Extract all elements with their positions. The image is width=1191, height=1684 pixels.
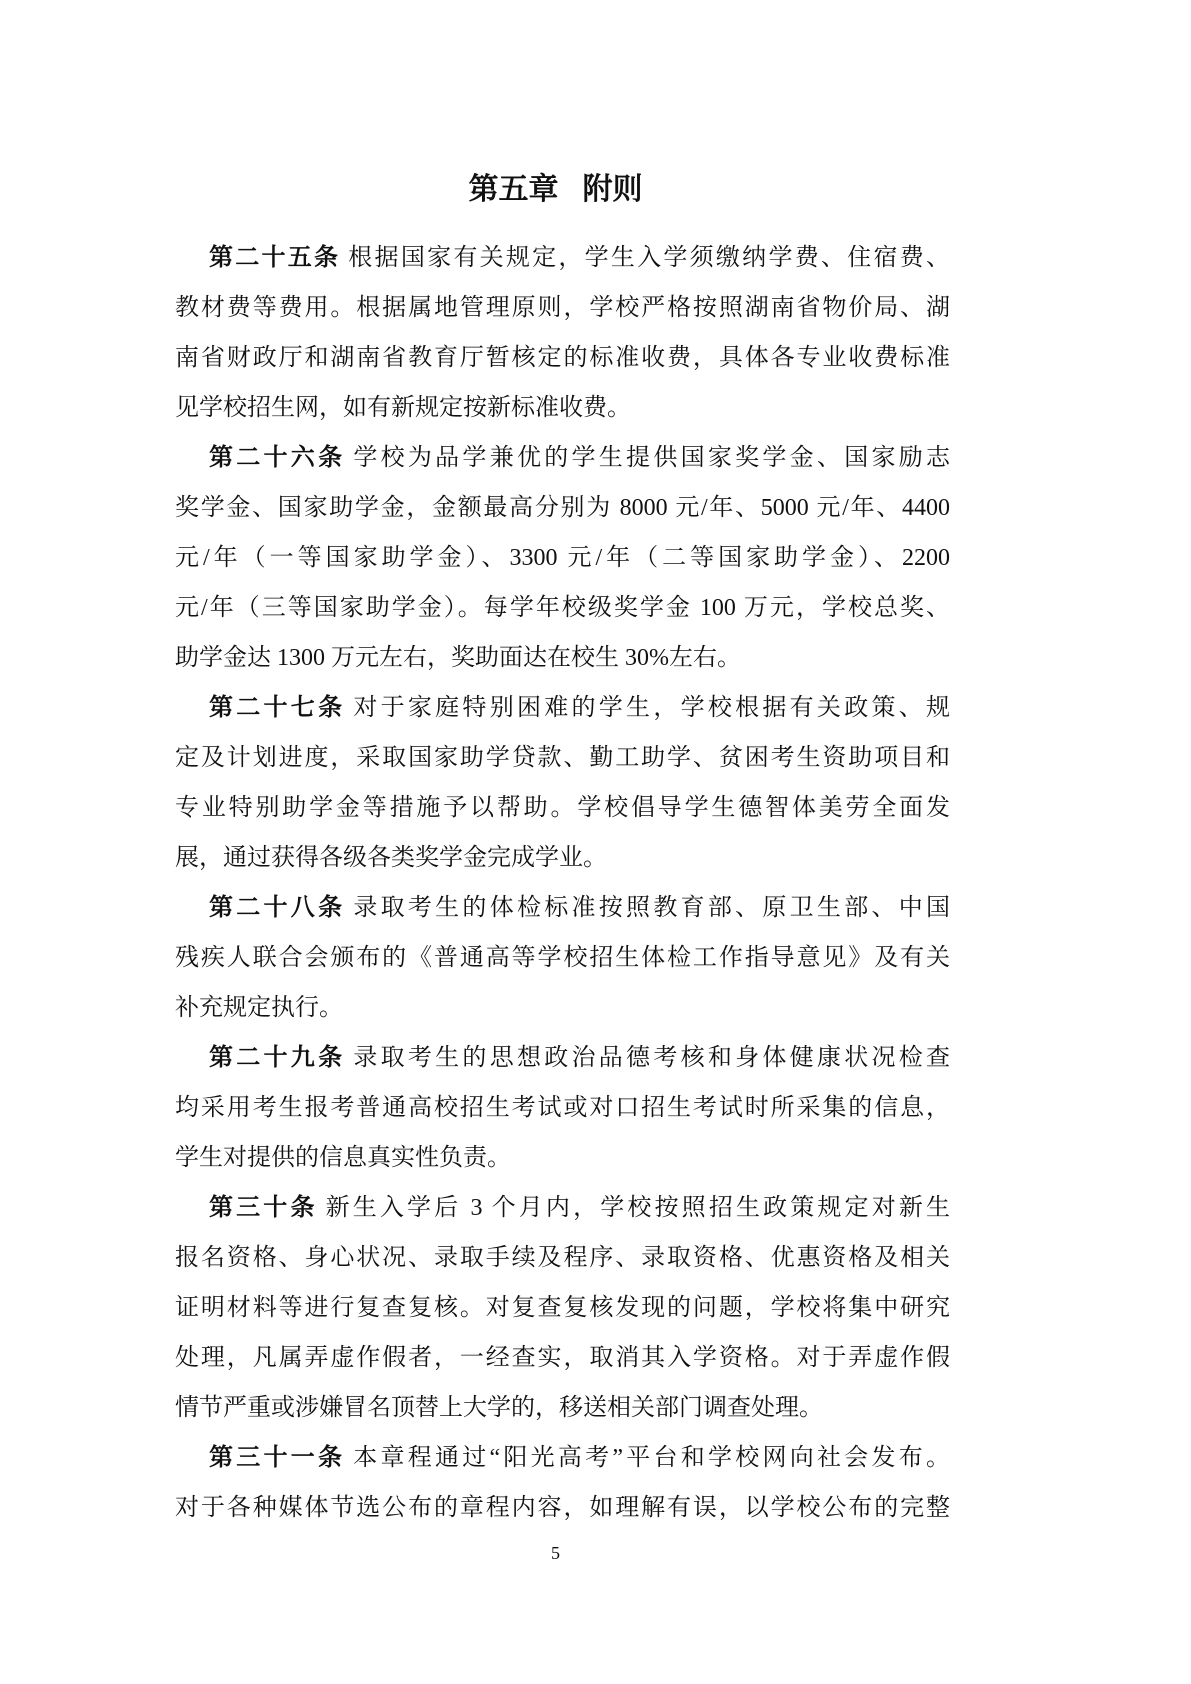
text-line bbox=[175, 1033, 950, 1083]
line-text: 学校为品学兼优的学生提供国家奖学金、国家励志 bbox=[353, 445, 951, 471]
text-line bbox=[175, 1283, 950, 1333]
line-text: 奖学金、国家助学金，金额最高分别为 8000 元/年、5000 元/年、4400 bbox=[175, 495, 950, 521]
article-heading: 第二十七条 bbox=[209, 695, 346, 721]
line-text: 展，通过获得各级各类奖学金完成学业。 bbox=[175, 845, 607, 871]
text-line bbox=[175, 1383, 950, 1433]
article-heading: 第二十九条 bbox=[209, 1045, 346, 1071]
page-number: 5 bbox=[551, 1543, 560, 1563]
text-line bbox=[175, 283, 950, 333]
line-text: 教材费等费用。根据属地管理原则，学校严格按照湖南省物价局、湖 bbox=[175, 295, 950, 321]
line-text: 处理，凡属弄虚作假者，一经查实，取消其入学资格。对于弄虚作假 bbox=[175, 1345, 950, 1371]
text-line bbox=[175, 1083, 950, 1133]
line-text: 助学金达 1300 万元左右，奖助面达在校生 30%左右。 bbox=[175, 645, 741, 671]
line-text: 均采用考生报考普通高校招生考试或对口招生考试时所采集的信息， bbox=[175, 1095, 950, 1121]
text-line bbox=[175, 1233, 950, 1283]
article-paragraph bbox=[175, 1433, 950, 1533]
text-line bbox=[175, 1133, 950, 1183]
line-text: 报名资格、身心状况、录取手续及程序、录取资格、优惠资格及相关 bbox=[175, 1245, 950, 1271]
line-text: 定及计划进度，采取国家助学贷款、勤工助学、贫困考生资助项目和 bbox=[175, 745, 950, 771]
article-paragraph bbox=[175, 683, 950, 883]
text-line bbox=[175, 333, 950, 383]
line-text: 对于各种媒体节选公布的章程内容，如理解有误，以学校公布的完整 bbox=[175, 1495, 950, 1521]
article-heading: 第三十条 bbox=[209, 1195, 318, 1221]
line-text: 证明材料等进行复查复核。对复查复核发现的问题，学校将集中研究 bbox=[175, 1295, 950, 1321]
text-line bbox=[175, 1333, 950, 1383]
line-text: 根据国家有关规定，学生入学须缴纳学费、住宿费、 bbox=[348, 245, 950, 271]
document-body bbox=[175, 233, 950, 1533]
article-paragraph bbox=[175, 883, 950, 1033]
line-text: 元/年（三等国家助学金）。每学年校级奖学金 100 万元，学校总奖、 bbox=[175, 595, 950, 621]
text-line bbox=[175, 583, 950, 633]
text-line bbox=[175, 733, 950, 783]
article-heading: 第二十八条 bbox=[209, 895, 346, 921]
line-text: 南省财政厅和湖南省教育厅暂核定的标准收费，具体各专业收费标准 bbox=[175, 345, 950, 371]
text-line bbox=[175, 383, 950, 433]
text-line bbox=[175, 533, 950, 583]
line-text: 专业特别助学金等措施予以帮助。学校倡导学生德智体美劳全面发 bbox=[175, 795, 950, 821]
article-paragraph bbox=[175, 433, 950, 683]
text-line bbox=[175, 483, 950, 533]
article-heading: 第三十一条 bbox=[209, 1445, 346, 1471]
line-text: 录取考生的体检标准按照教育部、原卫生部、中国 bbox=[353, 895, 951, 921]
line-text: 元/年（一等国家助学金）、3300 元/年（二等国家助学金）、2200 bbox=[175, 545, 950, 571]
line-text: 录取考生的思想政治品德考核和身体健康状况检查 bbox=[353, 1045, 951, 1071]
article-paragraph bbox=[175, 1183, 950, 1433]
chapter-number: 第五章 bbox=[468, 173, 559, 206]
text-line bbox=[175, 633, 950, 683]
article-heading: 第二十六条 bbox=[209, 445, 346, 471]
chapter-name: 附则 bbox=[582, 173, 643, 206]
text-line bbox=[175, 233, 950, 283]
line-text: 情节严重或涉嫌冒名顶替上大学的，移送相关部门调查处理。 bbox=[175, 1395, 823, 1421]
text-line bbox=[175, 833, 950, 883]
chapter-title bbox=[0, 168, 1111, 212]
line-text: 新生入学后 3 个月内，学校按照招生政策规定对新生 bbox=[325, 1195, 950, 1221]
text-line bbox=[175, 783, 950, 833]
text-line bbox=[175, 1183, 950, 1233]
text-line bbox=[175, 433, 950, 483]
text-line bbox=[175, 1483, 950, 1533]
text-line bbox=[175, 933, 950, 983]
line-text: 见学校招生网，如有新规定按新标准收费。 bbox=[175, 395, 631, 421]
line-text: 对于家庭特别困难的学生，学校根据有关政策、规 bbox=[353, 695, 951, 721]
text-line bbox=[175, 1433, 950, 1483]
line-text: 本章程通过“阳光高考”平台和学校网向社会发布。 bbox=[353, 1445, 951, 1471]
text-line bbox=[175, 983, 950, 1033]
text-line bbox=[175, 883, 950, 933]
article-paragraph bbox=[175, 233, 950, 433]
article-paragraph bbox=[175, 1033, 950, 1183]
text-line bbox=[175, 683, 950, 733]
article-heading: 第二十五条 bbox=[209, 245, 341, 271]
line-text: 补充规定执行。 bbox=[175, 995, 343, 1021]
line-text: 残疾人联合会颁布的《普通高等学校招生体检工作指导意见》及有关 bbox=[175, 945, 950, 971]
line-text: 学生对提供的信息真实性负责。 bbox=[175, 1145, 511, 1171]
